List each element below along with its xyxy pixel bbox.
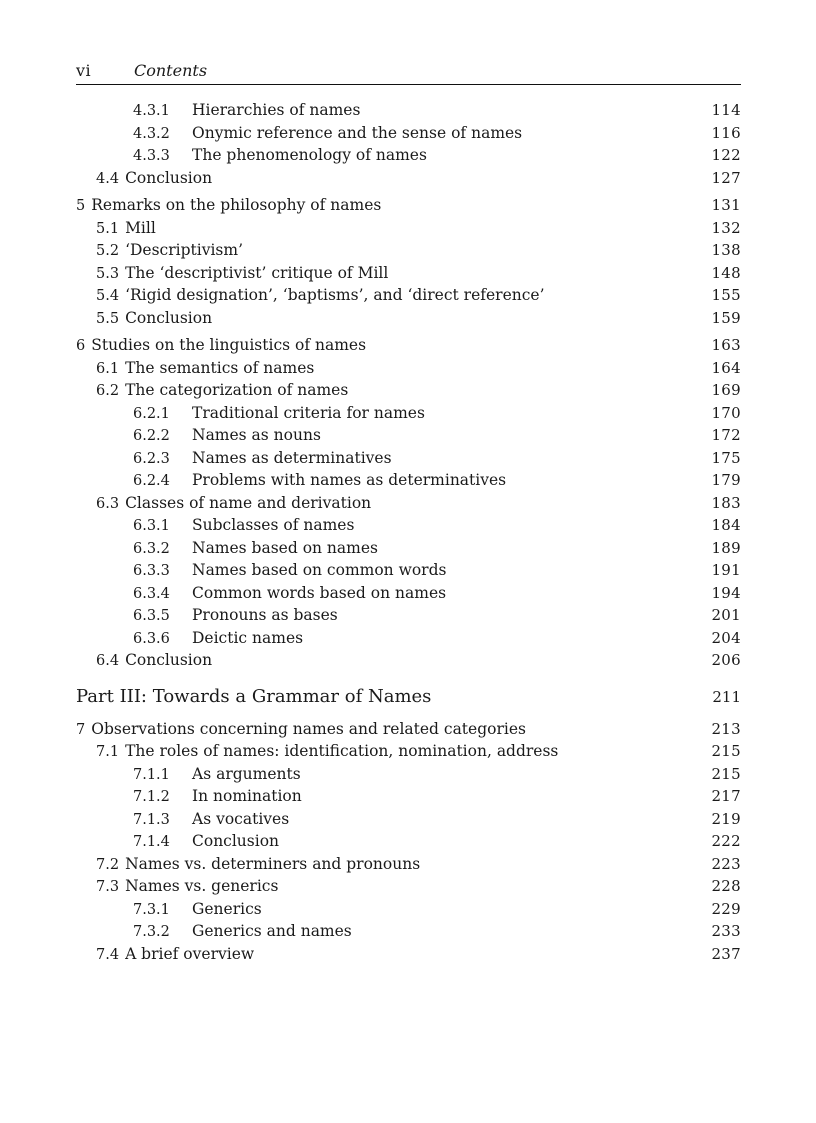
toc-page: 229 <box>711 899 741 918</box>
toc-title: Observations concerning names and related categories <box>91 719 526 738</box>
toc-number: 4.4 <box>96 170 120 187</box>
toc-entry <box>76 649 741 672</box>
toc-entry <box>76 582 741 605</box>
toc-entry <box>76 357 741 380</box>
toc-page: 159 <box>711 308 741 327</box>
toc-entry <box>76 559 741 582</box>
toc-page: 211 <box>712 687 741 706</box>
toc-title: Pronouns as bases <box>192 606 338 624</box>
toc-page: 233 <box>711 922 741 940</box>
toc-entry <box>76 469 741 492</box>
toc-number: 7.3.1 <box>133 901 170 918</box>
toc-number: 7.4 <box>96 946 120 963</box>
toc-number: 7.1.4 <box>133 834 170 850</box>
toc-part-heading <box>76 682 741 712</box>
toc-entry <box>76 99 741 122</box>
toc-page: 114 <box>711 101 741 119</box>
toc-entry <box>76 424 741 447</box>
toc-number: 5 <box>76 198 86 214</box>
toc-title: Names as determinatives <box>192 448 392 467</box>
toc-number: 4.3.3 <box>133 148 170 164</box>
toc-number: 6.2.1 <box>133 405 170 422</box>
toc-number: 6.2.2 <box>133 428 170 444</box>
toc-number: 4.3.2 <box>133 125 170 142</box>
toc-entry <box>76 122 741 145</box>
toc-page: 170 <box>711 403 741 422</box>
toc-entry <box>76 785 741 808</box>
toc-number: 6.3.3 <box>133 563 170 579</box>
toc-page: 191 <box>711 561 741 579</box>
toc-entry <box>76 920 741 943</box>
toc-title: Studies on the linguistics of names <box>91 336 367 354</box>
toc-title: Names based on names <box>192 538 378 557</box>
toc-title: The roles of names: identification, nomination, address <box>125 742 559 760</box>
toc-entry <box>76 262 741 285</box>
toc-title: Names as nouns <box>192 426 321 444</box>
toc-entry <box>76 307 741 330</box>
toc-number: 5.3 <box>96 265 120 282</box>
toc-page: 222 <box>711 832 741 850</box>
toc-page: 223 <box>711 854 741 873</box>
toc-page: 217 <box>711 787 741 805</box>
toc-title: Hierarchies of names <box>192 101 361 119</box>
table-of-contents <box>76 99 741 965</box>
part-title: Part III: Towards a Grammar of Names <box>76 685 432 707</box>
toc-title: The categorization of names <box>125 381 349 399</box>
toc-number: 6.3.2 <box>133 540 170 557</box>
toc-number: 6.3.5 <box>133 608 170 624</box>
toc-number: 6 <box>76 338 86 354</box>
toc-number: 7.3.2 <box>133 924 170 940</box>
toc-entry <box>76 830 741 853</box>
toc-entry <box>76 379 741 402</box>
toc-page: 228 <box>711 877 741 895</box>
toc-page: 219 <box>711 809 741 828</box>
toc-page: 132 <box>711 218 741 237</box>
toc-title: Conclusion <box>125 308 213 327</box>
toc-number: 6.3.6 <box>133 630 170 647</box>
toc-number: 7.1.1 <box>133 766 170 783</box>
toc-number: 7.1.2 <box>133 789 170 805</box>
toc-entry <box>76 537 741 560</box>
toc-title: Common words based on names <box>192 583 447 602</box>
toc-title: Conclusion <box>125 168 213 187</box>
toc-number: 6.3 <box>96 495 120 512</box>
toc-page: 237 <box>711 944 741 963</box>
toc-title: Generics and names <box>192 922 352 940</box>
toc-number: 7.1 <box>96 744 120 760</box>
toc-title: The ‘descriptivist’ critique of Mill <box>125 263 389 282</box>
toc-page: 122 <box>711 146 741 164</box>
toc-entry <box>76 514 741 537</box>
toc-page: 169 <box>711 381 741 399</box>
toc-page: 148 <box>711 263 741 282</box>
toc-title: In nomination <box>192 787 302 805</box>
toc-entry <box>76 144 741 167</box>
toc-title: Onymic reference and the sense of names <box>192 123 523 142</box>
toc-title: Names vs. generics <box>125 877 279 895</box>
toc-page: 189 <box>711 538 741 557</box>
toc-page: 164 <box>711 358 741 377</box>
toc-entry <box>76 875 741 898</box>
toc-number: 5.5 <box>96 310 120 327</box>
toc-entry <box>76 447 741 470</box>
toc-number: 6.1 <box>96 360 120 377</box>
toc-title: Generics <box>192 899 262 918</box>
toc-page: 131 <box>711 196 741 214</box>
toc-title: Subclasses of names <box>192 516 355 534</box>
toc-chapter <box>76 334 741 357</box>
toc-page: 127 <box>711 168 741 187</box>
toc-page: 155 <box>711 286 741 304</box>
toc-entry <box>76 763 741 786</box>
running-header <box>76 58 741 85</box>
toc-page: 138 <box>711 241 741 259</box>
toc-entry <box>76 239 741 262</box>
toc-title: Deictic names <box>192 628 304 647</box>
toc-number: 6.2.4 <box>133 473 170 489</box>
toc-page: 215 <box>711 742 741 760</box>
toc-entry <box>76 604 741 627</box>
toc-entry <box>76 898 741 921</box>
toc-number: 6.2.3 <box>133 450 170 467</box>
toc-number: 5.1 <box>96 220 120 237</box>
toc-number: 5.4 <box>96 288 120 304</box>
page-number: vi <box>76 61 92 80</box>
toc-entry <box>76 217 741 240</box>
toc-number: 7.1.3 <box>133 811 170 828</box>
toc-entry <box>76 627 741 650</box>
toc-number: 6.4 <box>96 653 120 669</box>
toc-number: 6.3.4 <box>133 585 170 602</box>
toc-title: The phenomenology of names <box>192 146 427 164</box>
toc-page: 204 <box>711 628 741 647</box>
toc-page: 194 <box>711 583 741 602</box>
toc-page: 183 <box>711 493 741 512</box>
toc-title: As arguments <box>192 764 301 783</box>
toc-entry <box>76 943 741 966</box>
running-title: Contents <box>134 61 208 80</box>
toc-title: ‘Descriptivism’ <box>125 241 243 259</box>
toc-title: A brief overview <box>125 944 255 963</box>
toc-page: 213 <box>711 719 741 738</box>
toc-title: Conclusion <box>192 832 280 850</box>
toc-number: 6.3.1 <box>133 518 170 534</box>
toc-page: 201 <box>711 606 741 624</box>
toc-number: 7.2 <box>96 856 120 873</box>
toc-page: 163 <box>711 336 741 354</box>
toc-page: 206 <box>711 651 741 669</box>
toc-entry <box>76 808 741 831</box>
toc-page: 215 <box>711 764 741 783</box>
toc-title: Remarks on the philosophy of names <box>91 196 382 214</box>
toc-title: As vocatives <box>192 809 290 828</box>
toc-title: Classes of name and derivation <box>125 493 372 512</box>
toc-chapter <box>76 194 741 217</box>
toc-number: 7 <box>76 721 86 738</box>
toc-entry <box>76 284 741 307</box>
toc-title: ‘Rigid designation’, ‘baptisms’, and ‘direct reference’ <box>125 286 545 304</box>
toc-page: 184 <box>711 516 741 534</box>
toc-title: Conclusion <box>125 651 213 669</box>
toc-page: 175 <box>711 448 741 467</box>
toc-number: 4.3.1 <box>133 103 170 119</box>
toc-number: 6.2 <box>96 383 120 399</box>
toc-title: Traditional criteria for names <box>192 403 425 422</box>
toc-entry <box>76 740 741 763</box>
toc-entry <box>76 853 741 876</box>
toc-title: The semantics of names <box>125 358 315 377</box>
toc-number: 7.3 <box>96 879 120 895</box>
toc-page: 172 <box>711 426 741 444</box>
toc-title: Problems with names as determinatives <box>192 471 507 489</box>
toc-title: Mill <box>125 218 156 237</box>
toc-page: 116 <box>711 123 741 142</box>
toc-entry <box>76 402 741 425</box>
toc-entry <box>76 167 741 190</box>
toc-number: 5.2 <box>96 243 120 259</box>
toc-page: 179 <box>711 471 741 489</box>
toc-title: Names vs. determiners and pronouns <box>125 854 421 873</box>
toc-chapter <box>76 718 741 741</box>
toc-title: Names based on common words <box>192 561 447 579</box>
toc-entry <box>76 492 741 515</box>
